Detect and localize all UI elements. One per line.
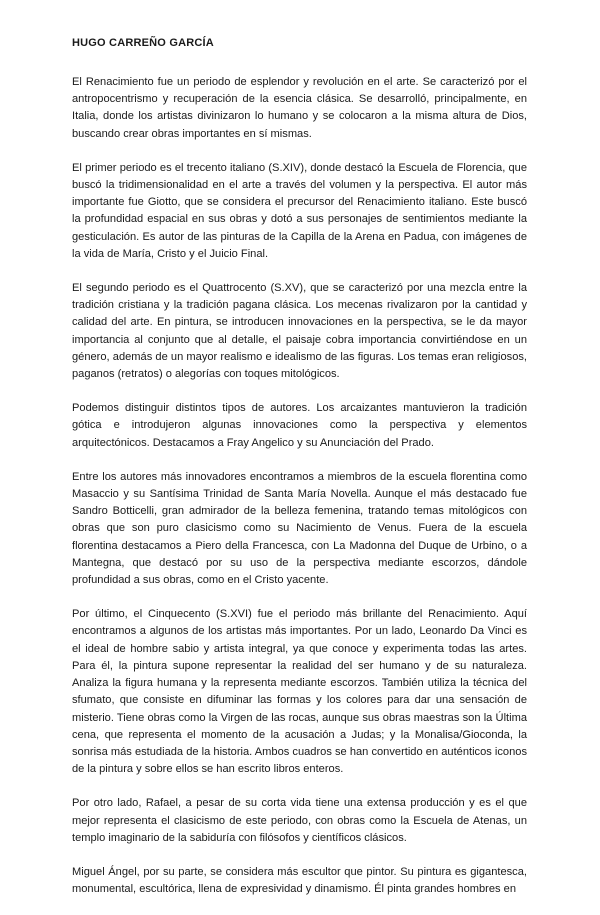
paragraph-intro: El Renacimiento fue un periodo de esplendor y revolución en el arte. Se caracterizó por el antropocentrismo y recuperación de la esencia clásica. Se desarrolló, principalmente, en Italia, donde los artistas divinizaron lo humano y se colocaron a la misma altura de Dios, buscando crear obras importantes en sí mismas. (72, 76, 527, 140)
author-heading: HUGO CARREÑO GARCÍA (72, 37, 214, 49)
paragraph-innovative-authors: Entre los autores más innovadores encontramos a miembros de la escuela florentina como Masaccio y su Santísima Trinidad de Santa María Novella. Aunque el más destacado fue Sandro Botticelli, gran admirador de la belleza femenina, tratando temas mitológicos con obras que son puro clasicismo como su Nacimiento de Venus. Fuera de la escuela florentina destacamos a Piero della Francesca, con La Madonna del Duque de Urbino, o a Mantegna, que destacó por su uso de la perspectiva mediante escorzos, dándole profundidad a sus obras, como en el Cristo yacente. (72, 470, 527, 587)
paragraph-cinquecento: Por último, el Cinquecento (S.XVI) fue el periodo más brillante del Renacimiento. Aquí encontramos a algunos de los artistas más importantes. Por un lado, Leonardo Da Vinci es el ideal de hombre sabio y artista integral, ya que conoce y experimenta todas las artes. Para él, la pintura supone representar la realidad del ser humano y de su naturaleza. Analiza la figura humana y la representa mediante escorzos. También utiliza la técnica del sfumato, que consiste en difuminar las formas y los colores para dar una sensación de misterio. Tiene obras como la Virgen de las rocas, aunque sus obras maestras son la Última cena, que representa el momento de la acusación a Judas; y la Monalisa/Gioconda, la sonrisa más estudiada de la historia. Ambos cuadros se han convertido en auténticos iconos de la pintura y sobre ellos se han escrito libros enteros. (72, 608, 527, 776)
paragraph-rafael: Por otro lado, Rafael, a pesar de su corta vida tiene una extensa producción y es el que mejor representa el clasicismo de este periodo, con obras como la Escuela de Atenas, un templo imaginario de la sabiduría con filósofos y científicos clásicos. (72, 797, 527, 844)
paragraph-quattrocento: El segundo periodo es el Quattrocento (S.XV), que se caracterizó por una mezcla entre la tradición cristiana y la tradición pagana clásica. Los mecenas rivalizaron por la cantidad y calidad del arte. En pintura, se introducen innovaciones en la perspectiva, se le da mayor importancia al conjunto que al detalle, el paisaje cobra importancia convirtiéndose en un género, además de un mayor realismo e idealismo de las figuras. Los temas eran religiosos, paganos (retratos) o alegorías con toques mitológicos. (72, 282, 527, 381)
document-page (72, 36, 527, 915)
paragraph-miguel-angel: Miguel Ángel, por su parte, se considera más escultor que pintor. Su pintura es gigantesca, monumental, escultórica, llena de expresividad y dinamismo. Él pinta grandes hombres en (72, 865, 527, 896)
paragraph-trecento: El primer periodo es el trecento italiano (S.XIV), donde destacó la Escuela de Florencia, que buscó la tridimensionalidad en el arte a través del volumen y la perspectiva. El autor más importante fue Giotto, que se considera el precursor del Renacimiento italiano. Este buscó la profundidad espacial en sus obras y dotó a sus personajes de sentimientos mediante la gesticulación. Es autor de las pinturas de la Capilla de la Arena en Padua, con imágenes de la vida de María, Cristo y el Juicio Final. (72, 161, 527, 260)
paragraph-archaizing-authors: Podemos distinguir distintos tipos de autores. Los arcaizantes mantuvieron la tradición gótica e introdujeron algunas innovaciones como la perspectiva y elementos arquitectónicos. Destacamos a Fray Angelico y su Anunciación del Prado. (72, 402, 527, 449)
